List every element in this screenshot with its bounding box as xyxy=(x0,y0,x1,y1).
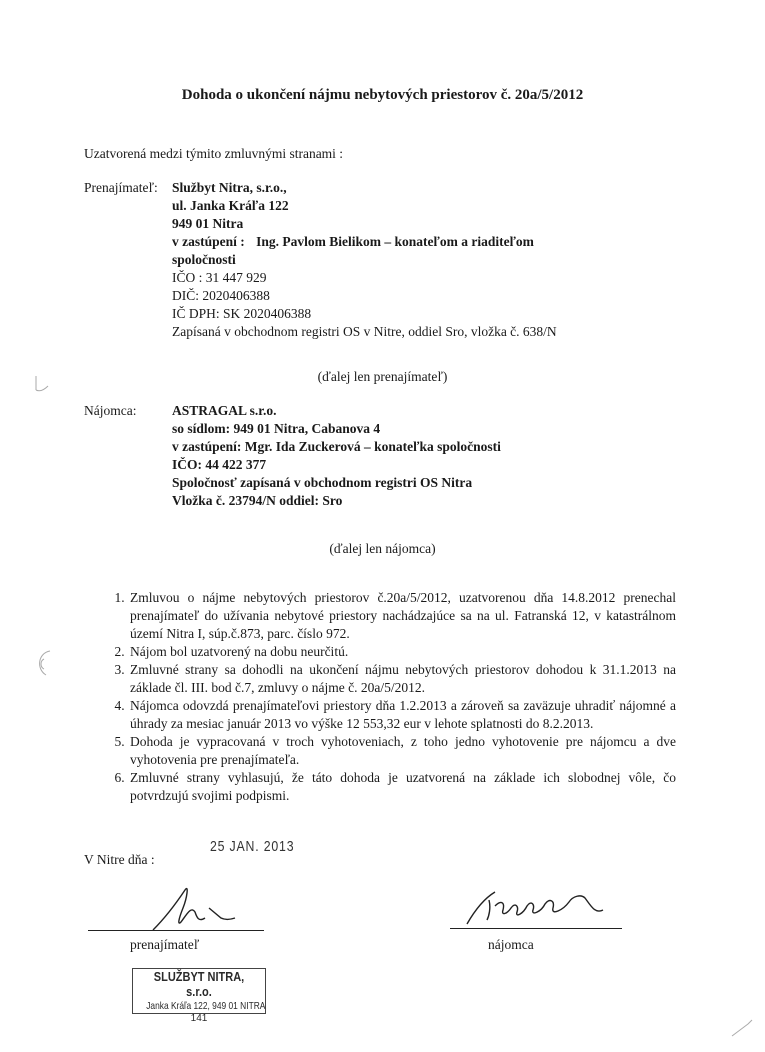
scan-mark xyxy=(30,645,60,685)
terms-list xyxy=(104,589,676,805)
tenant-registry: Spoločnosť zapísaná v obchodnom registri OS Nitra xyxy=(172,475,473,490)
scan-mark xyxy=(30,370,60,400)
term-item: 2. Nájom bol uzatvorený na dobu neurčitú. xyxy=(128,643,676,661)
tenant-signature-caption: nájomca xyxy=(488,937,534,952)
landlord-alias: (ďalej len prenajímateľ) xyxy=(317,369,448,384)
stamp-address: Janka Kráľa 122, 949 01 NITRA xyxy=(146,1000,266,1012)
company-stamp xyxy=(132,968,266,1024)
landlord-name: Službyt Nitra, s.r.o., xyxy=(172,180,287,195)
tenant-signature xyxy=(445,880,625,935)
landlord-rep-continuation: spoločnosti xyxy=(172,252,236,267)
tenant-ico: IČO: 44 422 377 xyxy=(172,457,267,472)
landlord-details xyxy=(172,179,557,341)
landlord-rep-name: Ing. Pavlom Bielikom – konateľom a riaditeľom xyxy=(256,234,534,249)
landlord-street: ul. Janka Kráľa 122 xyxy=(172,198,289,213)
landlord-signature xyxy=(125,878,265,938)
term-item: 1. Zmluvou o nájme nebytových priestorov č.20a/5/2012, uzatvorenou dňa 14.8.2012 prenechal prenajímateľ do užívania nebytové priestory nachádzajúce sa na ul. Fatranská 12, v katastrálnom území Nitra I, súp.č.873, parc. číslo 972. xyxy=(128,589,676,643)
date-stamp: 25 JAN. 2013 xyxy=(210,838,295,855)
landlord-rep-label: v zastúpení : xyxy=(172,234,245,249)
stamp-number: 141 xyxy=(190,1013,208,1024)
landlord-city: 949 01 Nitra xyxy=(172,216,244,231)
landlord-dic: DIČ: 2020406388 xyxy=(172,288,270,303)
stamp-company-name: SLUŽBYT NITRA, s.r.o. xyxy=(153,970,245,999)
tenant-details xyxy=(172,402,501,510)
tenant-signature-line xyxy=(450,928,622,929)
landlord-label: Prenajímateľ: xyxy=(84,180,158,195)
term-item: 4. Nájomca odovzdá prenajímateľovi priestory dňa 1.2.2013 a zároveň sa zaväzuje uhradiť nájomné a úhrady za mesiac január 2013 vo výške 12 553,32 eur v lehote splatnosti do 8.2.2013. xyxy=(128,697,676,733)
scan-mark xyxy=(728,1012,758,1042)
intro-text: Uzatvorená medzi týmito zmluvnými stranami : xyxy=(84,146,344,161)
term-item: 5. Dohoda je vypracovaná v troch vyhotoveniach, z toho jedno vyhotovenie pre nájomcu a dve vyhotovenia pre prenajímateľa. xyxy=(128,733,676,769)
landlord-ico: IČO : 31 447 929 xyxy=(172,270,267,285)
document-title: Dohoda o ukončení nájmu nebytových priestorov č. 20a/5/2012 xyxy=(181,87,584,103)
tenant-insert: Vložka č. 23794/N oddiel: Sro xyxy=(172,493,343,508)
term-item: 6. Zmluvné strany vyhlasujú, že táto dohoda je uzatvorená na základe ich slobodnej vôle, čo potvrdzujú svojimi podpismi. xyxy=(128,769,676,805)
landlord-signature-line xyxy=(88,930,264,931)
tenant-address: so sídlom: 949 01 Nitra, Cabanova 4 xyxy=(172,421,381,436)
landlord-ic-dph: IČ DPH: SK 2020406388 xyxy=(172,306,312,321)
date-label: V Nitre dňa : xyxy=(84,852,155,867)
landlord-registry: Zapísaná v obchodnom registri OS v Nitre, oddiel Sro, vložka č. 638/N xyxy=(172,324,557,339)
tenant-alias: (ďalej len nájomca) xyxy=(329,541,436,556)
landlord-signature-caption: prenajímateľ xyxy=(130,937,200,952)
term-item: 3. Zmluvné strany sa dohodli na ukončení nájmu nebytových priestorov dohodou k 31.1.2013 na základe čl. III. bod č.7, zmluvy o nájme č. 20a/5/2012. xyxy=(128,661,676,697)
tenant-label: Nájomca: xyxy=(84,403,137,418)
tenant-representative: v zastúpení: Mgr. Ida Zuckerová – konateľka spoločnosti xyxy=(172,439,501,454)
tenant-name: ASTRAGAL s.r.o. xyxy=(172,403,277,418)
landlord-representative xyxy=(172,233,557,251)
